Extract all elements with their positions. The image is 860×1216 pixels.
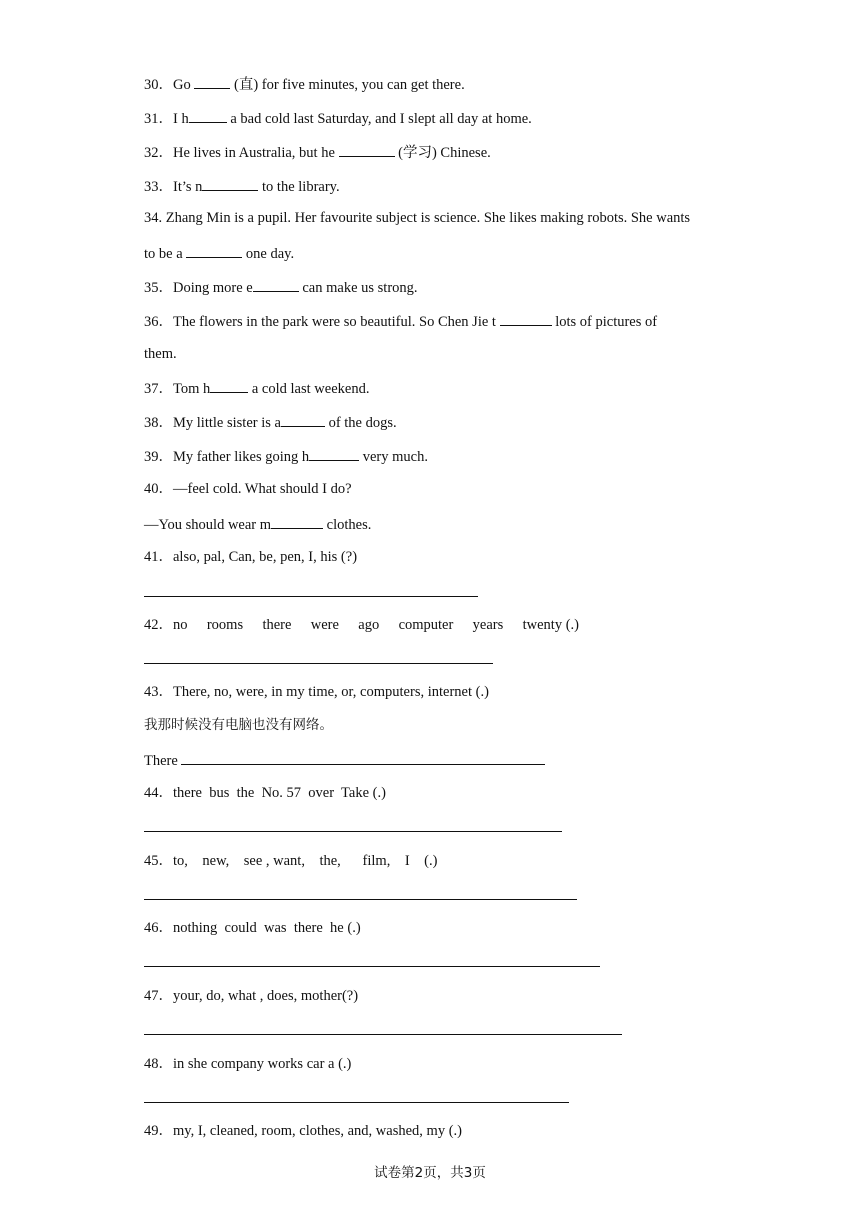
answer-blank[interactable] (202, 176, 258, 191)
question-44: 44．there bus the No. 57 over Take (.) (144, 785, 386, 801)
question-49: 49．my, I, cleaned, room, clothes, and, washed, my (.) (144, 1123, 462, 1139)
answer-blank[interactable] (181, 750, 545, 765)
answer-blank[interactable] (500, 311, 552, 326)
question-36: 36．The flowers in the park were so beautiful. So Chen Jie t lots of pictures of (144, 311, 657, 331)
answer-line[interactable] (144, 596, 478, 597)
answer-line[interactable] (144, 1102, 569, 1103)
question-40: 40．—feel cold. What should I do? (144, 481, 352, 497)
answer-blank[interactable] (186, 243, 242, 258)
answer-blank[interactable] (253, 277, 299, 292)
question-45: 45．to, new, see , want, the, film, I (.) (144, 853, 438, 869)
answer-line[interactable] (144, 899, 577, 900)
answer-blank[interactable] (210, 378, 248, 393)
question-36-line2: them. (144, 346, 177, 362)
question-39: 39．My father likes going h very much. (144, 446, 428, 466)
question-31: 31．I h a bad cold last Saturday, and I slept all day at home. (144, 108, 532, 128)
answer-line[interactable] (144, 663, 493, 664)
question-43: 43．There, no, were, in my time, or, computers, internet (.) (144, 684, 489, 700)
question-48: 48．in she company works car a (.) (144, 1056, 352, 1072)
answer-blank[interactable] (189, 108, 227, 123)
answer-blank[interactable] (271, 514, 323, 529)
question-35: 35．Doing more e can make us strong. (144, 277, 418, 297)
question-34-line2: to be a one day. (144, 243, 294, 263)
page-footer: 试卷第2页，共3页 (374, 1165, 486, 1181)
answer-line[interactable] (144, 831, 562, 832)
question-46: 46．nothing could was there he (.) (144, 920, 361, 936)
question-30: 30．Go (直) for five minutes, you can get there. (144, 74, 465, 94)
question-42: 42．no rooms there were ago computer years twenty (.) (144, 617, 579, 633)
answer-line[interactable] (144, 966, 600, 967)
question-37: 37．Tom h a cold last weekend. (144, 378, 369, 398)
question-43-answer: There (144, 750, 545, 770)
question-40-line2: —You should wear m clothes. (144, 514, 371, 534)
question-47: 47．your, do, what , does, mother(?) (144, 988, 359, 1004)
question-41: 41．also, pal, Can, be, pen, I, his (?) (144, 549, 358, 565)
question-34-line1: 34. Zhang Min is a pupil. Her favourite subject is science. She likes making robots. She wants (144, 210, 691, 226)
question-43-chinese: 我那时候没有电脑也没有网络。 (144, 717, 333, 733)
answer-blank[interactable] (281, 412, 325, 427)
question-38: 38．My little sister is a of the dogs. (144, 412, 397, 432)
question-32: 32．He lives in Australia, but he (学习) Chinese. (144, 142, 491, 162)
answer-blank[interactable] (194, 74, 230, 89)
answer-blank[interactable] (309, 446, 359, 461)
question-33: 33．It’s n to the library. (144, 176, 340, 196)
answer-blank[interactable] (339, 142, 395, 157)
answer-line[interactable] (144, 1034, 622, 1035)
